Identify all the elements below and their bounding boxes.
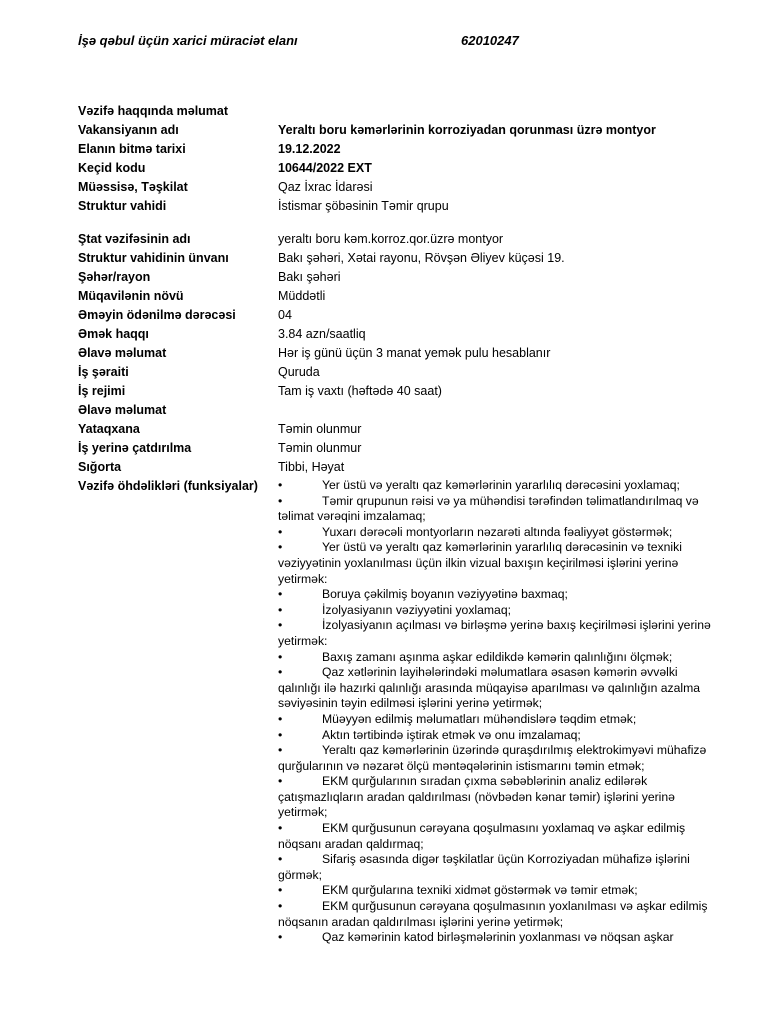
duty-text: Təmir qrupunun rəisi və ya mühəndisi tərəfindən təlimatlandırılmaq və təlimat vərəqini imzalamaq;: [278, 493, 699, 524]
bullet-icon: •: [278, 899, 283, 914]
bullet-icon: •: [278, 930, 283, 945]
info-label: Müəssisə, Təşkilat: [78, 180, 188, 194]
duty-text: Baxış zamanı aşınma aşkar edildikdə kəmərin qalınlığını ölçmək;: [322, 649, 673, 664]
bullet-icon: •: [278, 883, 283, 898]
duty-item: [278, 712, 720, 728]
info-label: Struktur vahidi: [78, 199, 167, 213]
info-row: [78, 251, 718, 270]
info-row: [78, 346, 718, 365]
info-value: Bakı şəhəri: [278, 270, 341, 284]
duty-item: [278, 883, 720, 899]
duty-text: Qaz kəmərinin katod birləşmələrinin yoxlanması və nöqsan aşkar: [322, 930, 674, 945]
info-row: [78, 142, 718, 161]
document-code: 62010247: [461, 33, 519, 48]
info-label: Struktur vahidinin ünvanı: [78, 251, 229, 265]
duty-text: Yeraltı qaz kəmərlərinin üzərində quraşdırılmış elektrokimyəvi mühafizə qurğularının və nəzarət ölçü məntəqələrinin istismarını təmin etmək;: [278, 743, 707, 773]
info-row: [78, 365, 718, 384]
duty-text: Yer üstü və yeraltı qaz kəmərlərinin yararlılıq dərəcəsini yoxlamaq;: [322, 478, 680, 492]
info-value: Hər iş günü üçün 3 manat yemək pulu hesablanır: [278, 346, 551, 360]
info-row: [78, 232, 718, 251]
document-title: İşə qəbul üçün xarici müraciət elanı: [78, 33, 298, 48]
info-row: [78, 161, 718, 180]
bullet-icon: •: [278, 493, 283, 508]
info-row: [78, 180, 718, 199]
info-value: Quruda: [278, 365, 320, 379]
bullet-icon: •: [278, 524, 283, 539]
bullet-icon: •: [278, 649, 283, 664]
info-value: Təmin olunmur: [278, 422, 362, 436]
bullet-icon: •: [278, 774, 283, 789]
bullet-icon: •: [278, 743, 283, 758]
info-row: [78, 403, 718, 422]
info-row: [78, 460, 718, 479]
duty-text: Müəyyən edilmiş məlumatları mühəndislərə təqdim etmək;: [322, 711, 637, 726]
duty-item: [278, 494, 720, 525]
info-row: [78, 270, 718, 289]
bullet-icon: •: [278, 852, 283, 867]
info-value: 04: [278, 308, 292, 322]
info-row: [78, 327, 718, 346]
info-value: Bakı şəhəri, Xətai rayonu, Rövşən Əliyev küçəsi 19.: [278, 251, 565, 265]
info-label: Şəhər/rayon: [78, 270, 151, 284]
info-row: [78, 384, 718, 403]
info-row: [78, 422, 718, 441]
info-row: [78, 123, 718, 142]
info-value: yeraltı boru kəm.korroz.qor.üzrə montyor: [278, 232, 504, 246]
info-value: Tibbi, Həyat: [278, 460, 345, 474]
duty-item: [278, 899, 720, 930]
bullet-icon: •: [278, 821, 283, 836]
info-label: Vakansiyanın adı: [78, 123, 179, 137]
duty-item: [278, 930, 720, 946]
info-label: Yataqxana: [78, 422, 140, 436]
info-value: Təmin olunmur: [278, 441, 362, 455]
info-label: Əlavə məlumat: [78, 346, 167, 360]
duty-text: Sifariş əsasında digər təşkilatlar üçün Korroziyadan mühafizə işlərini görmək;: [278, 852, 690, 882]
duty-item: [278, 743, 720, 774]
duties-list: [278, 478, 720, 946]
duty-item: [278, 665, 720, 712]
duty-item: [278, 774, 720, 821]
info-row: [78, 199, 718, 218]
bullet-icon: •: [278, 665, 283, 680]
duty-item: [278, 728, 720, 744]
duty-item: [278, 587, 720, 603]
info-label: Ştat vəzifəsinin adı: [78, 232, 191, 246]
duty-item: [278, 650, 720, 666]
info-label: Müqavilənin növü: [78, 289, 184, 303]
duty-item: [278, 821, 720, 852]
bullet-icon: •: [278, 602, 283, 617]
duty-item: [278, 540, 720, 587]
info-label: Əməyin ödənilmə dərəcəsi: [78, 308, 236, 322]
info-label: İş yerinə çatdırılma: [78, 441, 192, 455]
duty-text: Aktın tərtibində iştirak etmək və onu imzalamaq;: [322, 727, 581, 742]
info-label: Sığorta: [78, 460, 122, 474]
info-label: Əlavə məlumat: [78, 403, 167, 417]
info-value: Tam iş vaxtı (həftədə 40 saat): [278, 384, 442, 398]
info-label: Keçid kodu: [78, 161, 146, 175]
section-title: Vəzifə haqqında məlumat: [78, 104, 229, 118]
duty-item: [278, 852, 720, 883]
duty-text: Yuxarı dərəcəli montyorların nəzarəti altında fəaliyyət göstərmək;: [322, 524, 673, 539]
info-value: Qaz İxrac İdarəsi: [278, 180, 373, 194]
duty-text: EKM qurğusunun cərəyana qoşulmasını yoxlamaq və aşkar edilmiş nöqsanı aradan qaldırmaq;: [278, 821, 686, 851]
info-value: 19.12.2022: [278, 142, 341, 156]
info-value: İstismar şöbəsinin Təmir qrupu: [278, 199, 449, 213]
duty-text: EKM qurğusunun cərəyana qoşulmasının yoxlanılması və aşkar edilmiş nöqsanın aradan qaldırılması işlərini yerinə yetirmək;: [278, 899, 708, 929]
duty-item: [278, 618, 720, 649]
duty-item: [278, 603, 720, 619]
info-value: Müddətli: [278, 289, 326, 303]
bullet-icon: •: [278, 478, 283, 492]
duty-item: [278, 525, 720, 541]
bullet-icon: •: [278, 587, 283, 602]
duty-text: İzolyasiyanın açılması və birləşmə yerinə baxış keçirilməsi işlərini yerinə yetirmək:: [278, 618, 711, 648]
duty-text: Qaz xətlərinin layihələrindəki məlumatlara əsasən kəmərin əvvəlki qalınlığı ilə hazırki qalınlığı arasında müqayisə aparılması və qalınlığın azalma səviyəsinin təyin edilməsi işlərini yerinə yetirmək;: [278, 665, 701, 711]
info-label: İş rejimi: [78, 384, 126, 398]
bullet-icon: •: [278, 540, 283, 555]
duty-item: [278, 478, 720, 494]
info-row: [78, 308, 718, 327]
info-row: [78, 441, 718, 460]
info-label: Elanın bitmə tarixi: [78, 142, 186, 156]
info-label: Əmək haqqı: [78, 327, 149, 341]
duty-text: Yer üstü və yeraltı qaz kəmərlərinin yararlılıq dərəcəsinin və texniki vəziyyətinin yoxlanılması üçün ilkin vizual baxışın keçirilməsi işlərini yerinə yetirmək:: [278, 540, 682, 586]
info-label: Vəzifə öhdəlikləri (funksiyalar): [78, 479, 258, 493]
bullet-icon: •: [278, 727, 283, 742]
bullet-icon: •: [278, 618, 283, 633]
duty-text: İzolyasiyanın vəziyyətini yoxlamaq;: [322, 602, 511, 617]
duty-text: Boruya çəkilmiş boyanın vəziyyətinə baxmaq;: [322, 587, 568, 602]
info-label: İş şəraiti: [78, 365, 129, 379]
info-value: 10644/2022 EXT: [278, 161, 372, 175]
bullet-icon: •: [278, 711, 283, 726]
info-value: Yeraltı boru kəmərlərinin korroziyadan qorunması üzrə montyor: [278, 123, 656, 137]
info-row: [78, 289, 718, 308]
duty-text: EKM qurğularının sıradan çıxma səbəblərinin analiz edilərək çatışmazlıqların aradan qaldırılması (növbədən kənar təmir) işlərini yerinə yetirmək;: [278, 774, 675, 820]
info-value: 3.84 azn/saatliq: [278, 327, 366, 341]
duty-text: EKM qurğularına texniki xidmət göstərmək və təmir etmək;: [322, 883, 638, 898]
